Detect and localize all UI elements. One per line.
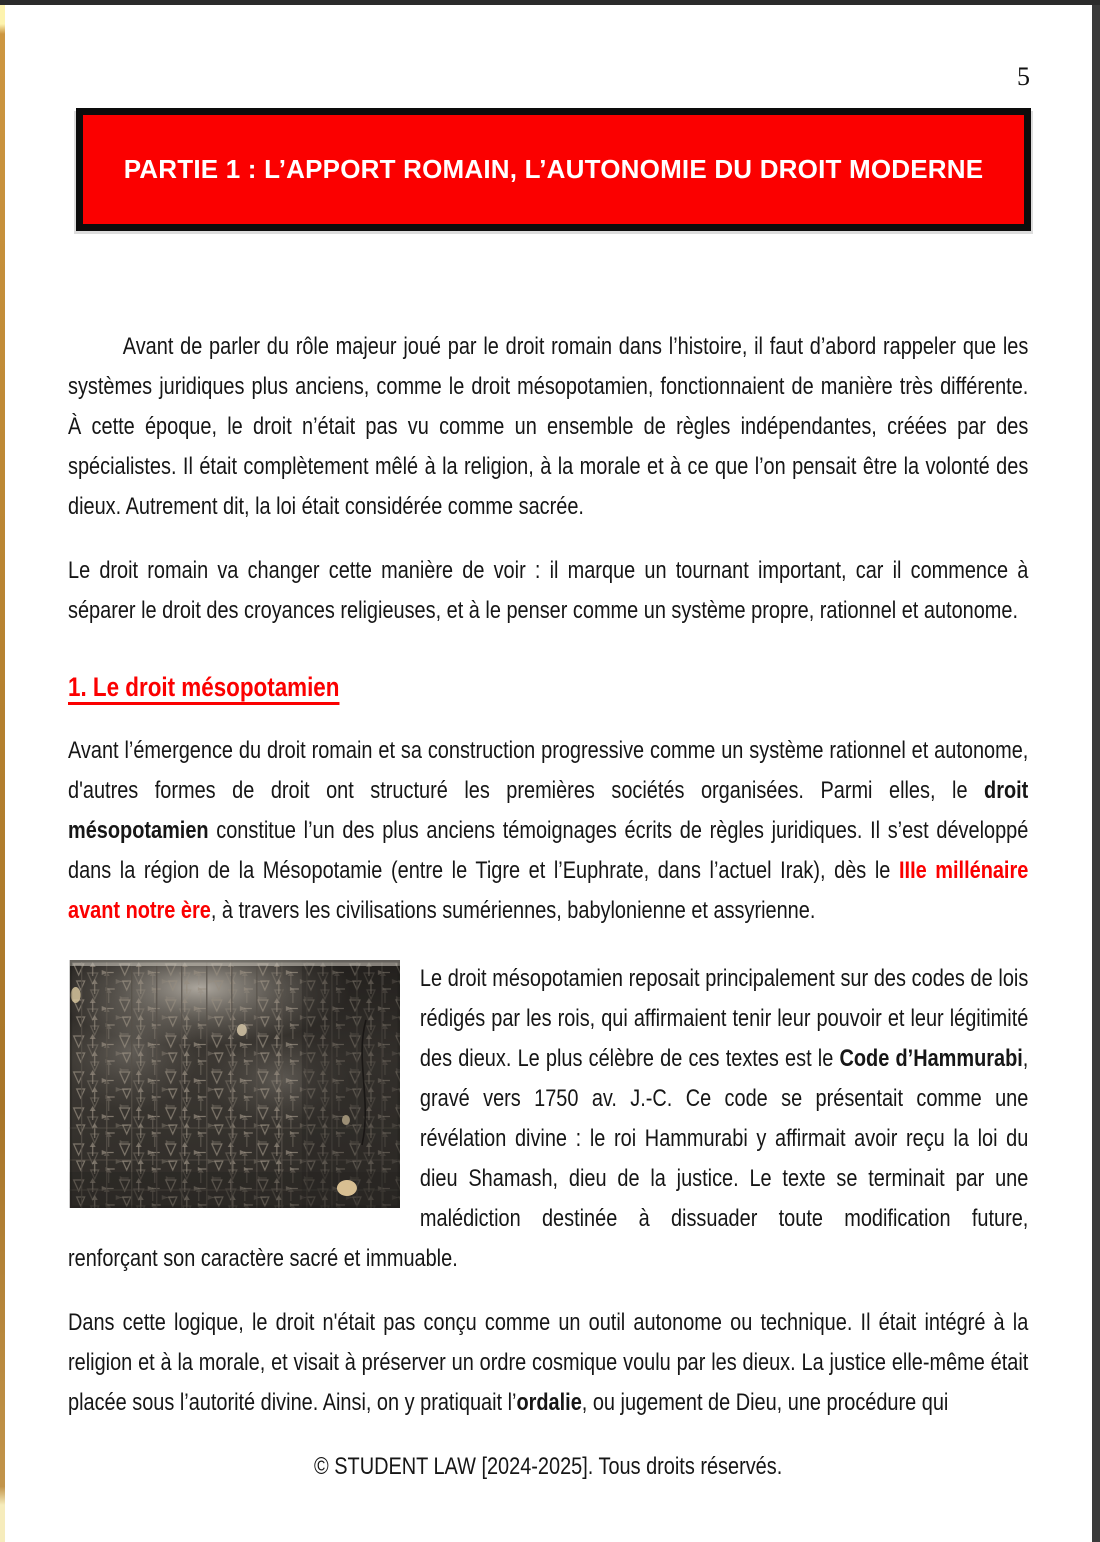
paragraph-droit-romain: Le droit romain va changer cette manière de voir : il marque un tournant important, car il commence à séparer le droit des croyances religieuses, et à le penser comme un système propre, rationnel et autonome. bbox=[68, 557, 1029, 624]
section-banner bbox=[76, 108, 1031, 231]
footer-copyright: © STUDENT LAW [2024-2025]. Tous droits réservés. bbox=[314, 1453, 783, 1480]
text-segment: , gravé vers 1750 av. J.-C. Ce code se présentait comme une révélation divine : le roi Hammurabi y affirmait avoir reçu la loi du dieu Shamash, dieu de la justice. Le texte se terminait par une malédiction destinée à dissuader toute modification future, renforçant son caractère sacré et immuable. bbox=[68, 1045, 1029, 1272]
red-millenaire: IIIe millénaire avant notre ère bbox=[68, 857, 1029, 924]
paragraph-intro: Avant de parler du rôle majeur joué par le droit romain dans l’histoire, il faut d’abord rappeler que les systèmes juridiques plus anciens, comme le droit mésopotamien, fonctionnaient de manière très différente. À cette époque, le droit n’était pas vu comme un ensemble de règles indépendantes, créées par des spécialistes. Il était complètement mêlé à la religion, à la morale et à ce que l’on pensait être la volonté des dieux. Autrement dit, la loi était considérée comme sacrée. bbox=[68, 333, 1029, 520]
text-segment: Dans cette logique, le droit n'était pas conçu comme un outil autonome ou technique. Il était intégré à la religion et à la morale, et visait à préserver un ordre cosmique voulu par les dieux. La justice elle-même était placée sous l’autorité divine. Ainsi, on y pratiquait l’ bbox=[68, 1309, 1029, 1416]
text-segment: Avant l’émergence du droit romain et sa construction progressive comme un système rationnel et autonome, d'autres formes de droit ont structuré les premières sociétés organisées. Parmi elles, le bbox=[68, 737, 1029, 804]
left-gold-strip bbox=[0, 0, 5, 1542]
section-heading-droit-mesopotamien: 1. Le droit mésopotamien bbox=[68, 672, 340, 702]
text-segment: , à travers les civilisations sumériennes, babylonienne et assyrienne. bbox=[210, 897, 816, 924]
text-segment: constitue l’un des plus anciens témoignages écrits de règles juridiques. Il s’est développé dans la région de la Mésopotamie (entre le Tigre et l’Euphrate, dans l’actuel Irak), dès le bbox=[68, 817, 1029, 884]
hammurabi-stele-image bbox=[70, 960, 400, 1208]
text-segment: Le droit mésopotamien reposait principalement sur des codes de lois rédigés par les rois, qui affirmaient tenir leur pouvoir et leur légitimité des dieux. Le plus célèbre de ces textes est le bbox=[419, 965, 1029, 1072]
bold-ordalie: ordalie bbox=[516, 1389, 582, 1416]
paragraph-code-hammurabi bbox=[68, 959, 1028, 1279]
page-top-edge bbox=[0, 0, 1100, 5]
paragraph-ordalie bbox=[68, 1303, 1028, 1423]
paragraph-emergence bbox=[68, 731, 1028, 931]
bold-droit-mesopotamien: droit mésopotamien bbox=[68, 777, 1029, 844]
document-content bbox=[68, 327, 1028, 1487]
bold-code-hammurabi: Code d’Hammurabi bbox=[839, 1045, 1023, 1072]
page-right-edge bbox=[1092, 0, 1100, 1542]
page-number: 5 bbox=[1017, 62, 1030, 91]
banner-title: PARTIE 1 : L’APPORT ROMAIN, L’AUTONOMIE DU DROIT MODERNE bbox=[123, 154, 984, 184]
text-segment: , ou jugement de Dieu, une procédure qui bbox=[581, 1389, 949, 1416]
